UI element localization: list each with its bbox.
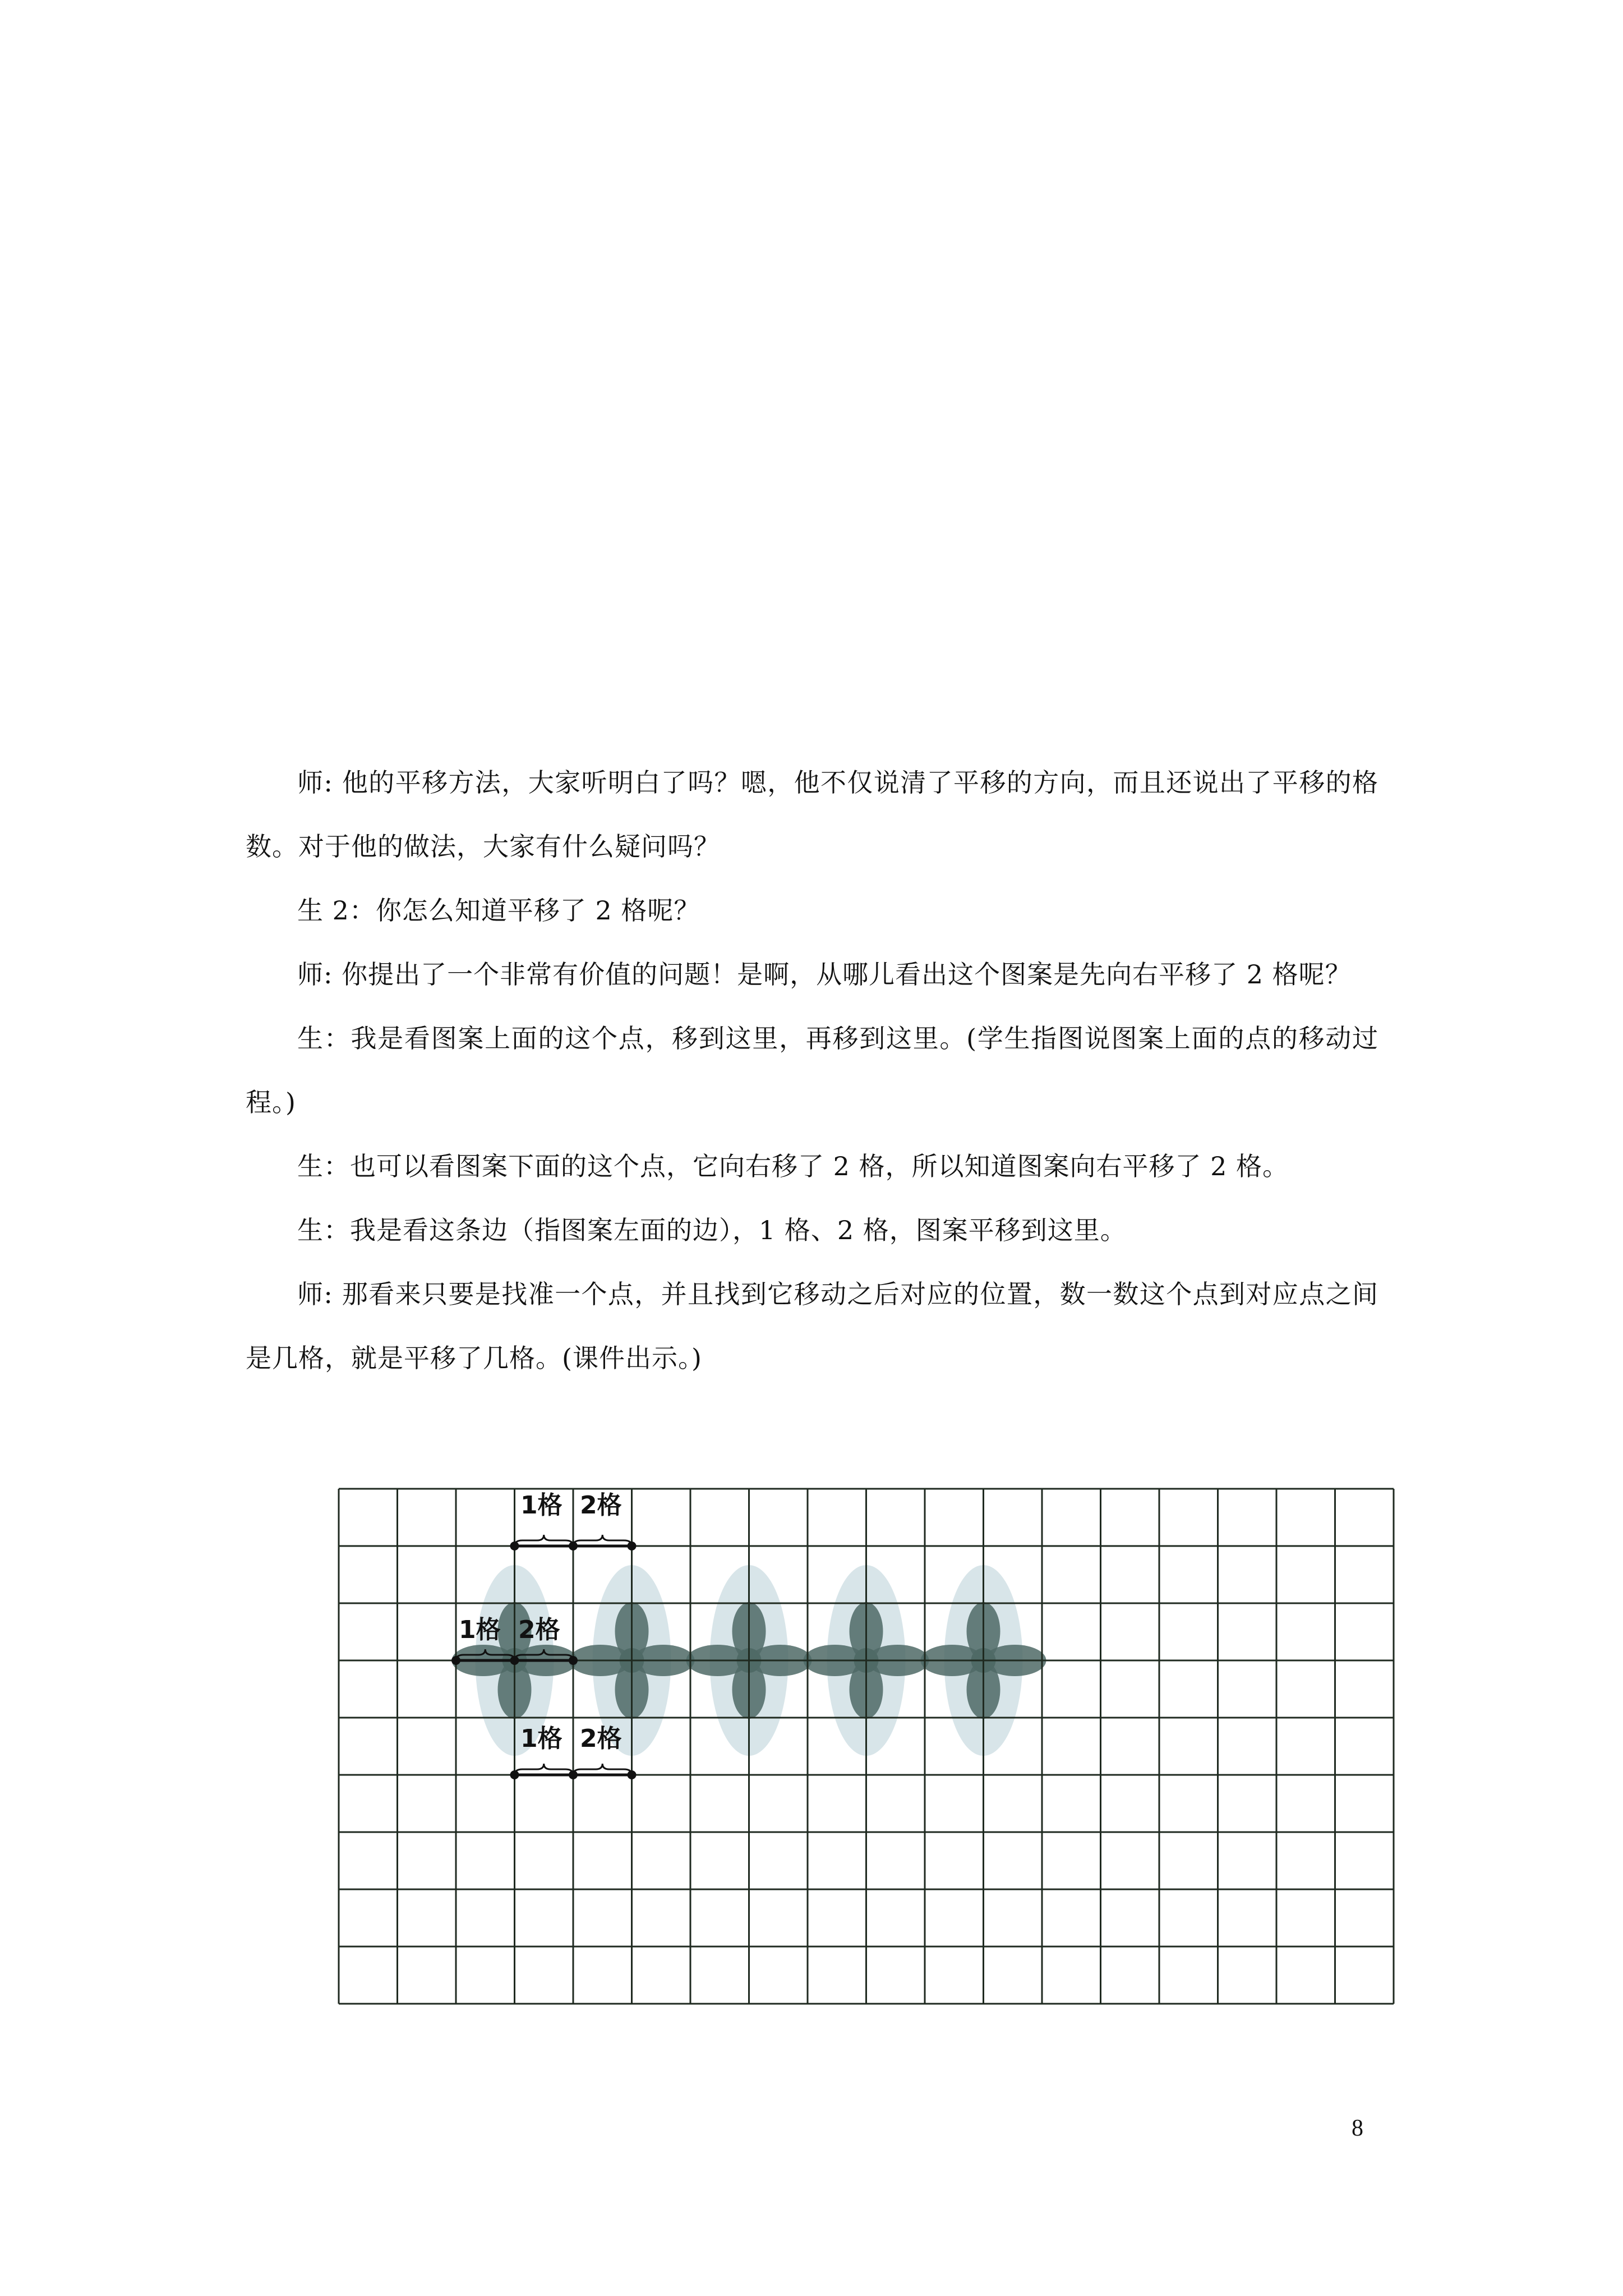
paragraph-4: 生：我是看图案上面的这个点，移到这里，再移到这里。(学生指图说图案上面的点的移动过程。): [246, 1023, 1378, 1117]
paragraph-7: 师: 那看来只要是找准一个点，并且找到它移动之后对应的位置，数一数这个点到对应点之间是几格，就是平移了几格。(课件出示。): [246, 1279, 1378, 1373]
grid-diagram: [329, 1475, 1405, 2031]
translation-grid-figure: [329, 1475, 1405, 2031]
measure-point: [510, 1656, 519, 1665]
top-brace-1: [515, 1535, 574, 1546]
paragraph-5: 生：也可以看图案下面的这个点，它向右移了 2 格，所以知道图案向右平移了 2 格。: [297, 1151, 1289, 1181]
bottom-label-1: 1格: [520, 1724, 562, 1753]
top-label-2: 2格: [580, 1491, 622, 1520]
grid-lines: [339, 1489, 1394, 2004]
paragraph-3: 师: 你提出了一个非常有价值的问题！是啊，从哪儿看出这个图案是先向右平移了 2 格呢？: [297, 959, 1352, 990]
measure-point: [569, 1770, 578, 1779]
bottom-brace-2: [573, 1764, 632, 1775]
page-number: 8: [1352, 2115, 1363, 2141]
top-label-1: 1格: [520, 1491, 562, 1520]
measure-point: [510, 1770, 519, 1779]
lesson-text: [246, 751, 1378, 1390]
measure-point: [451, 1656, 460, 1665]
measure-point: [628, 1770, 637, 1779]
paragraph-6: 生：我是看这条边（指图案左面的边），1 格、2 格，图案平移到这里。: [297, 1215, 1127, 1245]
paragraph-1: 师: 他的平移方法，大家听明白了吗？嗯，他不仅说清了平移的方向，而且还说出了平移的格数。对于他的做法，大家有什么疑问吗？: [246, 767, 1378, 862]
measure-point: [569, 1542, 578, 1550]
measure-point: [569, 1656, 578, 1665]
top-brace-2: [573, 1535, 632, 1546]
left-label-2: 2格: [518, 1616, 560, 1644]
measure-point: [628, 1542, 637, 1550]
left-label-1: 1格: [459, 1616, 501, 1644]
bottom-brace-1: [515, 1764, 574, 1775]
bottom-label-2: 2格: [580, 1724, 622, 1753]
paragraph-2: 生 2：你怎么知道平移了 2 格呢？: [297, 895, 700, 926]
measure-point: [510, 1542, 519, 1550]
